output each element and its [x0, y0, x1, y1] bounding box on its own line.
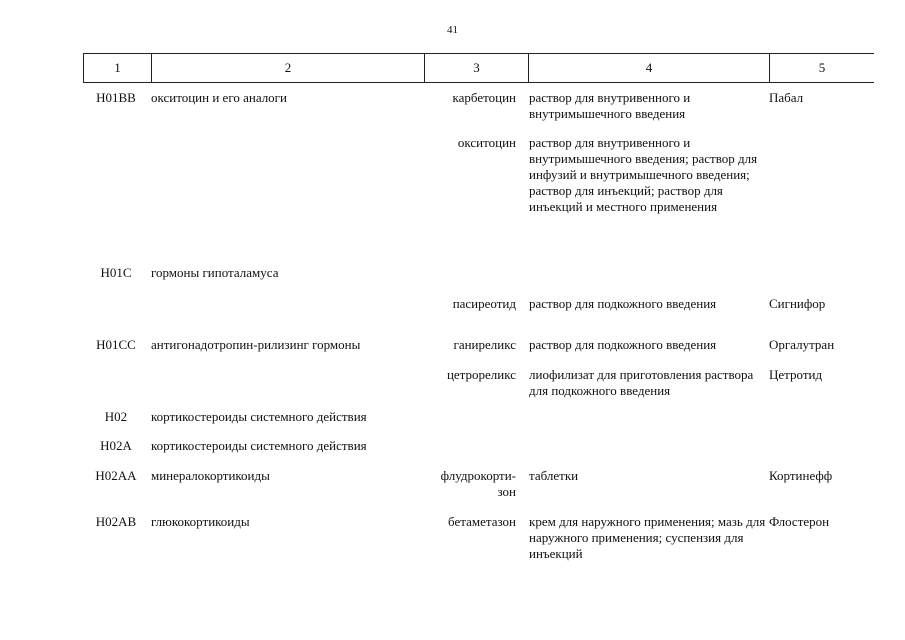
inn-name: пасиреотид	[452, 296, 516, 311]
dosage-form: крем для наружного применения; мазь для наружного применения; суспензия для инъекций	[529, 514, 766, 561]
page-number: 41	[447, 24, 458, 36]
atc-code: H01BB	[96, 90, 136, 105]
header-col-4: 4	[528, 54, 769, 82]
group-name: глюкокортикоиды	[151, 514, 250, 529]
header-col-3: 3	[424, 54, 528, 82]
inn-name: цетрореликс	[446, 367, 516, 382]
dosage-form: таблетки	[529, 468, 579, 483]
atc-code: H02A	[100, 438, 132, 453]
inn-name: карбетоцин	[452, 90, 516, 105]
atc-code: H01CC	[96, 337, 136, 352]
inn-name: окситоцин	[457, 135, 516, 150]
trade-name: Флостерон	[769, 514, 830, 529]
atc-code: H02AA	[95, 468, 137, 483]
inn-name: бетаметазон	[448, 514, 516, 529]
dosage-form: раствор для внутривенного и внутримышечного введения; раствор для инфузий и внутримышечного введения; раствор для инъекций; раствор для инъекций и местного применения	[529, 135, 758, 214]
atc-code: H02	[104, 409, 128, 424]
trade-name: Сигнифор	[769, 296, 826, 311]
dosage-form: раствор для подкожного введения	[529, 337, 717, 352]
group-name: окситоцин и его аналоги	[151, 90, 287, 105]
header-col-1: 1	[83, 54, 151, 82]
header-col-2: 2	[151, 54, 424, 82]
atc-code: H01C	[100, 265, 132, 280]
trade-name: Цетротид	[769, 367, 823, 382]
header-col-5: 5	[769, 54, 874, 82]
table-header	[83, 53, 874, 83]
trade-name: Кортинефф	[769, 468, 833, 483]
inn-name: флудрокорти-зон	[440, 468, 516, 499]
trade-name: Пабал	[769, 90, 804, 105]
group-name: гормоны гипоталамуса	[151, 265, 279, 280]
group-name: кортикостероиды системного действия	[151, 438, 367, 453]
dosage-form: лиофилизат для приготовления раствора для подкожного введения	[529, 367, 754, 398]
group-name: кортикостероиды системного действия	[151, 409, 367, 424]
group-name: минералокортикоиды	[151, 468, 270, 483]
atc-code: H02AB	[95, 514, 137, 529]
dosage-form: раствор для внутривенного и внутримышечного введения	[529, 90, 691, 121]
trade-name: Оргалутран	[769, 337, 835, 352]
group-name: антигонадотропин-рилизинг гормоны	[151, 337, 361, 352]
inn-name: ганиреликс	[453, 337, 516, 352]
dosage-form: раствор для подкожного введения	[529, 296, 717, 311]
